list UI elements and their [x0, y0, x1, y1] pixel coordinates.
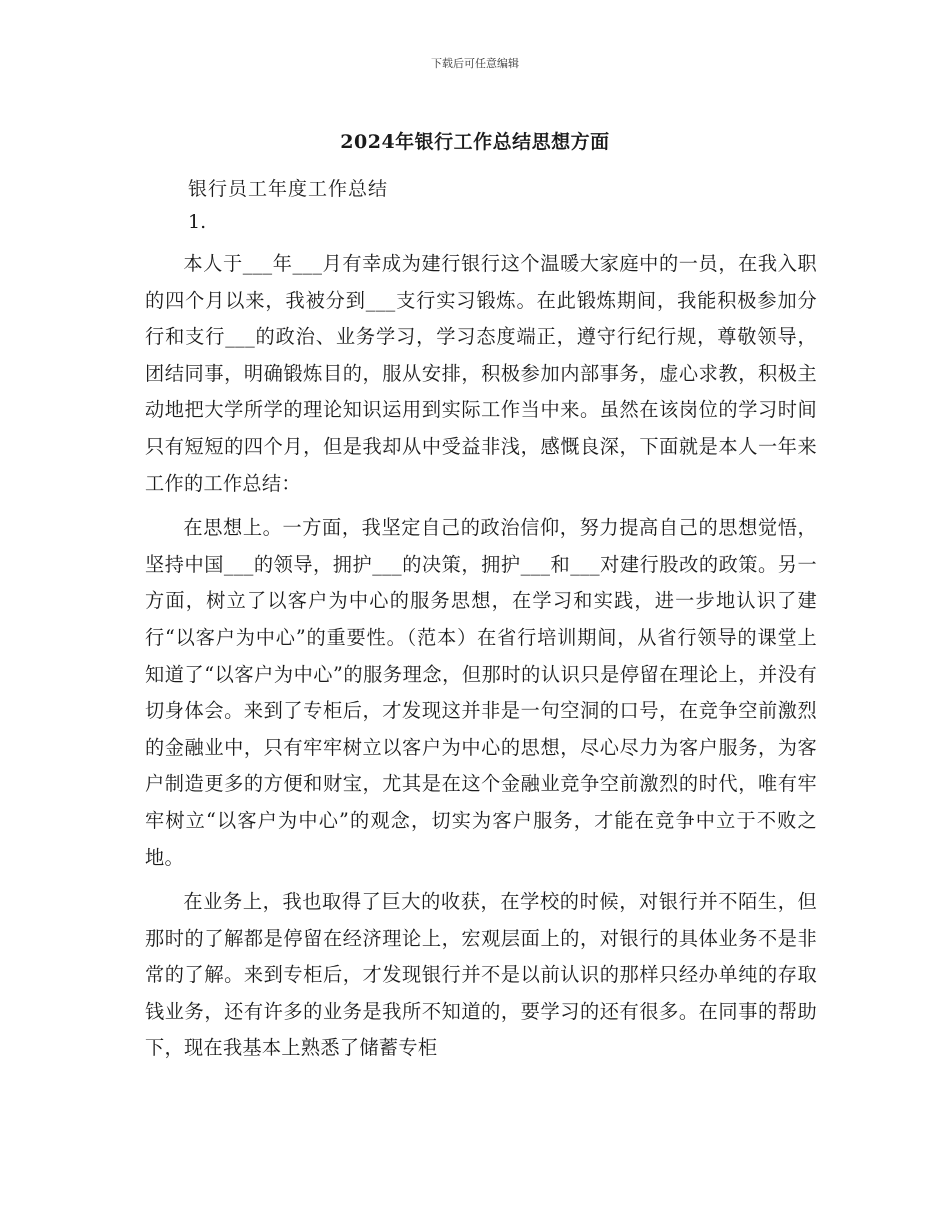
- section-number: 1.: [188, 211, 207, 233]
- header-note: 下载后可任意编辑: [431, 57, 519, 70]
- paragraph-thought: 在思想上。一方面，我坚定自己的政治信仰，努力提高自己的思想觉悟，坚持中国___的领导，拥护___的决策，拥护___和___对建行股改的政策。另一方面，树立了以客户为中心的服务思想，在学习和实践，进一步地认识了建行“以客户为中心”的重要性。（范本）在省行培训期间，从省行领导的课堂上知道了“以客户为中心”的服务理念，但那时的认识只是停留在理论上，并没有切身体会。来到了专柜后，才发现这并非是一句空洞的口号，在竞争空前激烈的金融业中，只有牢牢树立以客户为中心的思想，尽心尽力为客户服务，为客户制造更多的方便和财宝，尤其是在这个金融业竞争空前激烈的时代，唯有牢牢树立“以客户为中心”的观念，切实为客户服务，才能在竞争中立于不败之地。: [145, 516, 817, 869]
- paragraph-intro: 本人于___年___月有幸成为建行银行这个温暖大家庭中的一员，在我入职的四个月以来，我被分到___支行实习锻炼。在此锻炼期间，我能积极参加分行和支行___的政治、业务学习，学习态度端正，遵守行纪行规，尊敬领导，团结同事，明确锻炼目的，服从安排，积极参加内部事务，虚心求教，积极主动地把大学所学的理论知识运用到实际工作当中来。虽然在该岗位的学习时间只有短短的四个月，但是我却从中受益非浅，感慨良深，下面就是本人一年来工作的工作总结：: [145, 252, 817, 495]
- document-title: 2024年银行工作总结思想方面: [340, 131, 610, 153]
- paragraph-business: 在业务上，我也取得了巨大的收获，在学校的时候，对银行并不陌生，但那时的了解都是停留在经济理论上，宏观层面上的，对银行的具体业务不是非常的了解。来到专柜后，才发现银行并不是以前认识的那样只经办单纯的存取钱业务，还有许多的业务是我所不知道的，要学习的还有很多。在同事的帮助下，现在我基本上熟悉了储蓄专柜: [145, 890, 817, 1060]
- document-body: [145, 246, 817, 1075]
- document-subtitle: 银行员工年度工作总结: [188, 178, 389, 200]
